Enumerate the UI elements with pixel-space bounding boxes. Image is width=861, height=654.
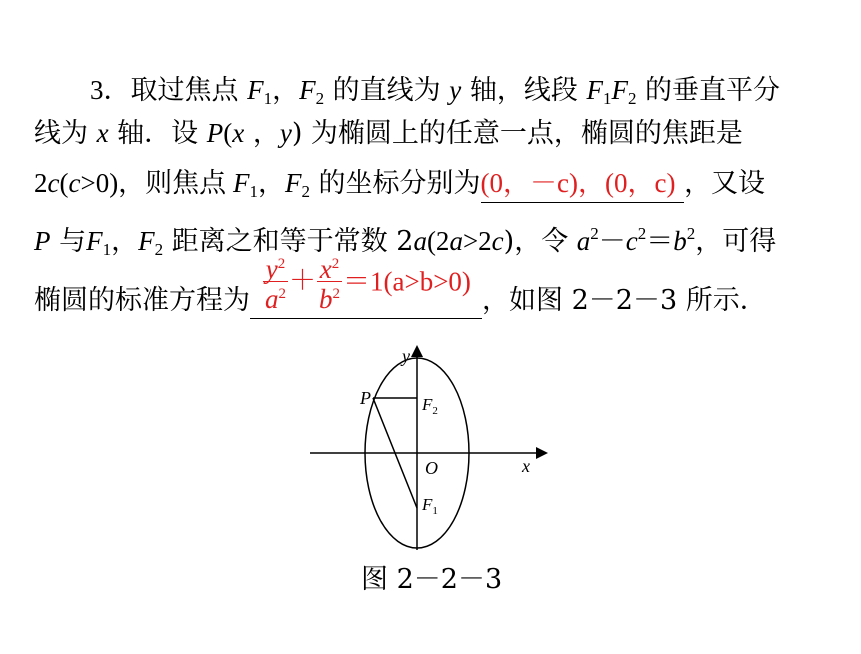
paragraph-line-4: P 与$F_1$，$F_2$ 距离之和等于常数 2a(2a>2c)，令 $a^2-c^2=b^2$，可得 — [34, 224, 777, 259]
figure-caption: 图 2－2－3 — [361, 564, 503, 595]
answer-blank-1: (0，－c)，(0，c) — [481, 165, 685, 203]
label-y: y — [402, 346, 410, 366]
fraction-y2-a2: $\frac{y^2}{a^2}$ — [265, 254, 286, 314]
paragraph-line-2: 线为 x 轴．设 P(x ，y) 为椭圆上的任意一点，椭圆的焦距是 — [34, 118, 743, 149]
label-x: x — [522, 456, 530, 476]
label-f2: $F_2$ — [422, 395, 438, 417]
paragraph-line-3: 2c(c>0)，则焦点 $F_1$，$F_2$ 的坐标分别为(0，－c)，(0，c) ，又设 — [34, 165, 765, 210]
label-p: P — [360, 388, 371, 408]
paragraph-line-5: 椭圆的标准方程为 $\frac{y^2}{a^2}$ ＋ $\frac{x^2}{b^2}$ ＝1(a>b>0) ，如图 2－2－3 所示． — [34, 272, 767, 319]
label-f1: $F_1$ — [422, 495, 438, 517]
standard-equation: $\frac{y^2}{a^2}$ ＋ $\frac{x^2}{b^2}$ ＝1(a>b>0) — [265, 254, 471, 314]
ellipse-figure — [305, 340, 555, 560]
label-o: O — [425, 458, 438, 478]
answer-blank-2 — [250, 254, 482, 319]
paragraph-line-1: 3．取过焦点 $F_1$，$F_2$ 的直线为 y 轴，线段 $F_1F_2$ 的垂直平分 — [90, 75, 781, 108]
fraction-x2-b2: $\frac{x^2}{b^2}$ — [319, 254, 340, 314]
